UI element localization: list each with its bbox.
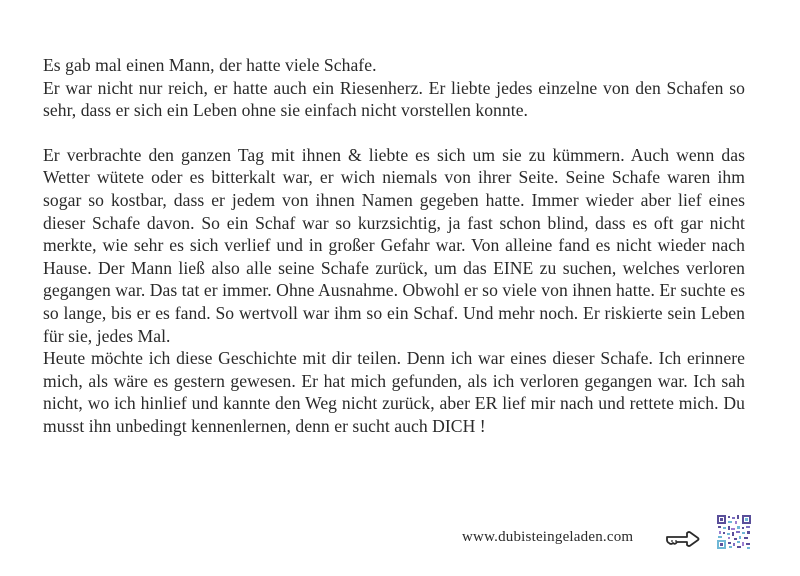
website-link[interactable]: www.dubisteingeladen.com: [462, 529, 634, 545]
paragraph-riesenherz: Er war nicht nur reich, er hatte auch ein Riesenherz. Er liebte jedes einzelne von den Schafen so sehr, dass er sich ein Leben ohne sie einfach nicht vorstellen konnte.: [43, 77, 745, 121]
footer: [462, 522, 762, 556]
pointing-hand-arrow-icon: [665, 526, 701, 552]
story-text: [43, 54, 745, 438]
paragraph-story: Er verbrachte den ganzen Tag mit ihnen & liebte es sich um sie zu kümmern. Auch wenn das Wetter wütete oder es bitterkalt war, er wich niemals von ihrer Seite. Seine Schafe waren ihm sogar so kostbar, dass er jedem von ihnen Namen gegeben hatte. Immer wieder aber lief eines dieser Schafe davon. So ein Schaf war so kurzsichtig, ja fast schon blind, dass es oft gar nicht merkte, wie sehr es sich verlief und in großer Gefahr war. Von alleine fand es nicht wieder nach Hause. Der Mann ließ also alle seine Schafe zurück, um das EINE zu suchen, welches verloren gegangen war. Das tat er immer. Ohne Ausnahme. Obwohl er so viele von ihnen hatte. Er suchte es so lange, bis er es fand. So wertvoll war ihm so ein Schaf. Und mehr noch. Er riskierte sein Leben für sie, jedes Mal.: [43, 144, 745, 346]
paragraph-personal: Heute möchte ich diese Geschichte mit dir teilen. Denn ich war eines dieser Schafe. Ich erinnere mich, als wäre es gestern gewesen. Er hat mich gefunden, als ich verloren gegangen war. Ich sah nicht, wo ich hinlief und kannte den Weg nicht zurück, aber ER lief mir nach und rettete mich. Du musst ihn unbedingt kennenlernen, denn er sucht auch DICH !: [43, 348, 745, 436]
qr-code-icon[interactable]: [716, 514, 752, 550]
paragraph-intro: Es gab mal einen Mann, der hatte viele Schafe.: [43, 55, 377, 75]
